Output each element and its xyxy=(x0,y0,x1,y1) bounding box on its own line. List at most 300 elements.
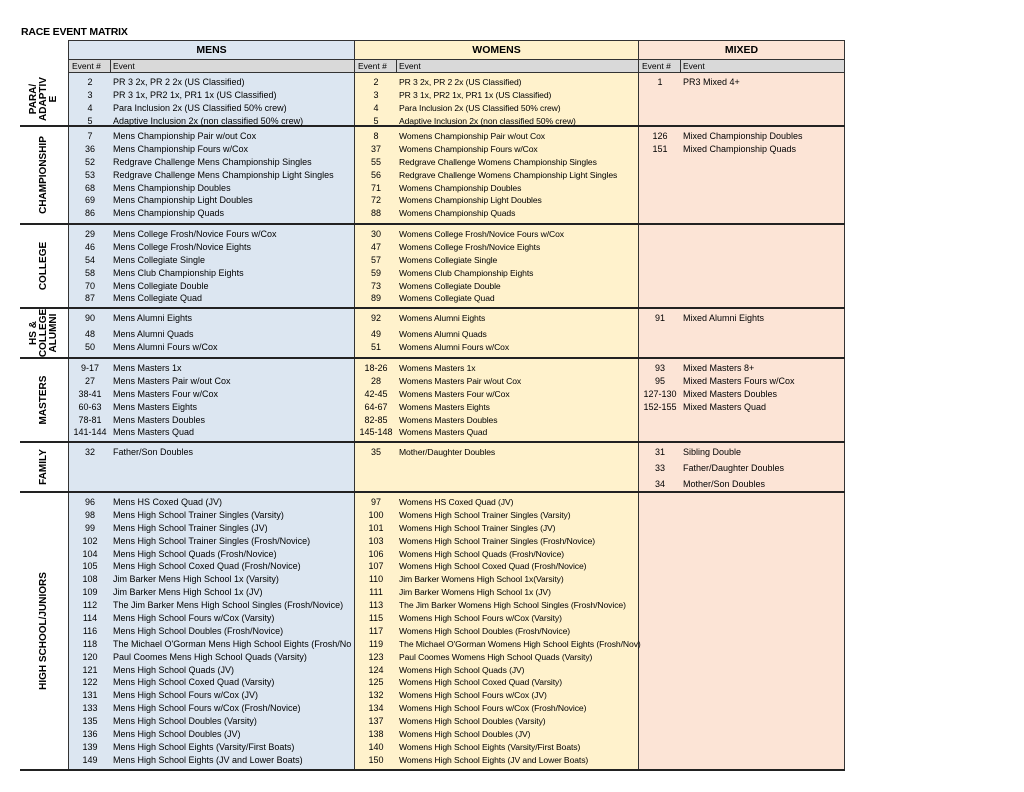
event-name: Womens High School Trainer Singles (JV) xyxy=(399,522,556,533)
event-number: 139 xyxy=(82,741,98,752)
event-number: 125 xyxy=(368,677,384,688)
event-row xyxy=(69,280,354,293)
section-championship xyxy=(20,127,845,225)
event-row xyxy=(355,169,638,182)
event-row xyxy=(355,362,638,375)
event-number-header: Event # xyxy=(69,60,111,72)
event-number: 56 xyxy=(370,169,381,180)
section-label xyxy=(20,359,68,441)
event-number: 105 xyxy=(82,561,98,572)
event-name: Womens High School Quads (JV) xyxy=(399,664,525,675)
mens-events xyxy=(68,493,355,769)
event-row xyxy=(69,89,354,102)
event-name: Mens Alumni Fours w/Cox xyxy=(113,341,218,352)
event-name: Mixed Championship Quads xyxy=(683,143,797,154)
mens-events xyxy=(68,225,355,307)
event-row xyxy=(355,702,638,715)
event-row xyxy=(355,728,638,741)
event-row xyxy=(69,560,354,573)
event-name: Mens Collegiate Double xyxy=(113,280,209,291)
event-name-header: Event xyxy=(683,61,705,71)
event-row xyxy=(639,76,844,89)
mens-header: MENS xyxy=(68,40,355,60)
event-name: Womens Alumni Quads xyxy=(399,328,487,339)
event-name: Womens Masters Eights xyxy=(399,401,490,412)
event-name: Mixed Masters Fours w/Cox xyxy=(683,375,795,386)
event-number: 108 xyxy=(82,574,98,585)
event-name: PR 3 2x, PR 2 2x (US Classified) xyxy=(113,77,245,87)
event-row xyxy=(355,496,638,509)
event-number: 98 xyxy=(84,509,95,520)
event-number: 9-17 xyxy=(80,363,99,373)
event-name: Mixed Championship Doubles xyxy=(683,131,803,141)
event-row xyxy=(69,228,354,241)
event-name: Mens High School Coxed Quad (Varsity) xyxy=(113,677,275,688)
event-name: Womens High School Fours w/Cox (Frosh/Novice) xyxy=(399,703,587,714)
event-number: 141-144 xyxy=(73,427,107,438)
event-row xyxy=(69,414,354,427)
event-number: 116 xyxy=(82,625,98,636)
event-name: Redgrave Challenge Womens Championship Light Singles xyxy=(399,169,618,180)
event-name: Mixed Masters Doubles xyxy=(683,388,778,399)
event-number: 33 xyxy=(654,462,665,473)
event-number: 46 xyxy=(84,241,95,252)
event-name: Mixed Masters Quad xyxy=(683,401,767,412)
event-number: 49 xyxy=(370,328,381,339)
womens-events xyxy=(355,127,639,223)
event-number-header: Event # xyxy=(355,60,397,72)
event-name: Mens Masters Eights xyxy=(113,401,198,412)
event-number: 113 xyxy=(368,600,384,611)
event-name: Jim Barker Mens High School 1x (Varsity) xyxy=(113,574,279,585)
event-name: Womens Club Championship Eights xyxy=(399,267,534,278)
event-name: Womens High School Trainer Singles (Frosh/Novice) xyxy=(399,535,596,546)
event-number: 2 xyxy=(87,77,93,87)
event-name: Father/Son Doubles xyxy=(113,447,194,457)
event-number: 3 xyxy=(373,89,379,100)
event-number: 18-26 xyxy=(364,363,388,373)
event-row xyxy=(639,375,844,388)
event-name-header: Event xyxy=(113,61,135,71)
event-name: Womens High School Trainer Singles (Varsity) xyxy=(399,509,571,520)
section-college xyxy=(20,225,845,309)
event-number: 122 xyxy=(82,677,98,688)
event-number: 117 xyxy=(368,625,384,636)
event-number: 103 xyxy=(368,535,384,546)
event-row xyxy=(639,388,844,401)
event-row xyxy=(69,496,354,509)
event-row xyxy=(69,625,354,638)
column-header-row xyxy=(20,60,845,73)
event-number: 92 xyxy=(370,313,381,323)
event-row xyxy=(69,169,354,182)
event-number: 89 xyxy=(370,293,381,304)
event-name: Womens College Frosh/Novice Eights xyxy=(399,241,541,252)
event-name: The Jim Barker Womens High School Singles (Frosh/Novice) xyxy=(399,600,626,611)
event-name: Adaptive Inclusion 2x (non classified 50% crew) xyxy=(399,115,576,126)
event-name: Mens Championship Pair w/out Cox xyxy=(113,131,257,141)
event-number: 124 xyxy=(368,664,384,675)
event-row xyxy=(355,194,638,207)
event-number: 97 xyxy=(370,497,381,507)
event-name: Mens College Frosh/Novice Fours w/Cox xyxy=(113,229,277,239)
event-row xyxy=(355,267,638,280)
event-number: 38-41 xyxy=(78,388,102,399)
event-name: Mens High School Quads (Frosh/Novice) xyxy=(113,548,277,559)
event-name: Mens High School Quads (JV) xyxy=(113,664,235,675)
event-row xyxy=(639,401,844,414)
event-row xyxy=(69,586,354,599)
event-name: Redgrave Challenge Womens Championship Singles xyxy=(399,156,597,167)
event-name: Mother/Daughter Doubles xyxy=(399,447,496,457)
event-row xyxy=(355,560,638,573)
section-label-line: HIGH SCHOOL/JUNIORS xyxy=(38,572,49,690)
event-name: Mens Championship Quads xyxy=(113,208,225,219)
event-number: 121 xyxy=(82,664,98,675)
event-number: 88 xyxy=(370,208,381,219)
event-name: Mens High School Doubles (Varsity) xyxy=(113,716,257,727)
event-row xyxy=(639,462,844,475)
event-row xyxy=(355,586,638,599)
event-number: 93 xyxy=(654,363,665,373)
event-name: The Jim Barker Mens High School Singles (Frosh/Novice) xyxy=(113,600,344,611)
event-number: 28 xyxy=(370,375,381,386)
event-number: 96 xyxy=(84,497,95,507)
event-row xyxy=(69,254,354,267)
mixed-events xyxy=(639,309,845,357)
event-row xyxy=(69,401,354,414)
event-number: 4 xyxy=(87,102,93,113)
mixed-events xyxy=(639,73,845,125)
event-row xyxy=(355,414,638,427)
event-row xyxy=(355,638,641,651)
event-row xyxy=(69,267,354,280)
event-row xyxy=(355,689,638,702)
event-name: Mother/Son Doubles xyxy=(683,478,766,489)
event-number: 30 xyxy=(370,229,381,239)
event-number: 152-155 xyxy=(643,401,677,412)
event-number: 54 xyxy=(84,254,95,265)
event-row xyxy=(355,509,638,522)
womens-events xyxy=(355,73,639,125)
event-number: 91 xyxy=(654,313,665,323)
event-name: The Michael O'Gorman Mens High School Eights (Frosh/No xyxy=(113,638,352,649)
event-row xyxy=(355,156,638,169)
event-number: 120 xyxy=(82,651,98,662)
event-name: Redgrave Challenge Mens Championship Singles xyxy=(113,156,312,167)
event-row xyxy=(355,254,638,267)
event-number: 78-81 xyxy=(78,414,102,425)
section-label-line: CHAMPIONSHIP xyxy=(38,136,49,214)
event-row xyxy=(69,426,354,439)
event-number: 123 xyxy=(368,651,384,662)
mens-subheader xyxy=(68,60,355,73)
event-number: 42-45 xyxy=(364,388,388,399)
section-label-line: PARA/ xyxy=(28,83,39,115)
event-number: 34 xyxy=(654,478,665,489)
event-row xyxy=(355,535,638,548)
event-name: Mens Masters Four w/Cox xyxy=(113,388,219,399)
event-number: 60-63 xyxy=(78,401,102,412)
event-row xyxy=(355,401,638,414)
page-title: RACE EVENT MATRIX xyxy=(21,26,128,38)
mens-events xyxy=(68,127,355,223)
event-row xyxy=(355,651,638,664)
event-number: 7 xyxy=(87,131,93,141)
mixed-subheader xyxy=(639,60,845,73)
event-row xyxy=(69,509,354,522)
event-name: PR 3 2x, PR 2 2x (US Classified) xyxy=(399,77,522,87)
event-row xyxy=(355,573,638,586)
event-number: 99 xyxy=(84,522,95,533)
event-name: Womens High School Doubles (Frosh/Novice) xyxy=(399,625,571,636)
event-number: 95 xyxy=(654,375,665,386)
event-number: 135 xyxy=(82,716,98,727)
event-name: Mens High School Eights (JV and Lower Boats) xyxy=(113,754,303,765)
event-row xyxy=(69,207,354,220)
event-row xyxy=(639,446,844,459)
section-label-text xyxy=(39,136,49,214)
event-number: 72 xyxy=(370,195,381,206)
event-name: Womens High School Fours w/Cox (Varsity) xyxy=(399,613,562,624)
event-row xyxy=(69,194,354,207)
section-label-text xyxy=(29,309,59,357)
event-row xyxy=(69,76,354,89)
event-name: Mens HS Coxed Quad (JV) xyxy=(113,497,223,507)
event-row xyxy=(69,573,354,586)
event-number: 71 xyxy=(370,182,381,193)
event-row xyxy=(355,130,638,143)
event-row xyxy=(355,599,638,612)
event-row xyxy=(69,651,354,664)
event-number: 52 xyxy=(84,156,95,167)
section-label xyxy=(20,493,68,769)
event-row xyxy=(69,522,354,535)
event-row xyxy=(69,664,354,677)
womens-events xyxy=(355,443,639,491)
mens-events xyxy=(68,443,355,491)
section-label-line: MASTERS xyxy=(38,375,49,425)
event-name: Womens High School Eights (Varsity/First Boats) xyxy=(399,741,581,752)
event-number: 5 xyxy=(373,115,379,126)
event-name: Womens High School Eights (JV and Lower Boats) xyxy=(399,754,589,765)
event-name: Mixed Masters 8+ xyxy=(683,363,755,373)
section-para-adaptiv-e xyxy=(20,73,845,127)
event-number: 82-85 xyxy=(364,414,388,425)
section-label xyxy=(20,225,68,307)
event-number: 118 xyxy=(82,638,98,649)
header-spacer xyxy=(20,40,68,60)
event-name: Womens College Frosh/Novice Fours w/Cox xyxy=(399,229,565,239)
event-number: 51 xyxy=(370,341,381,352)
event-row xyxy=(69,312,354,325)
event-name: Sibling Double xyxy=(683,447,742,457)
event-number: 53 xyxy=(84,169,95,180)
event-name: Mens Masters Doubles xyxy=(113,414,206,425)
event-number: 106 xyxy=(368,548,384,559)
event-row xyxy=(355,312,638,325)
event-name: Mens Alumni Quads xyxy=(113,328,194,339)
event-name: Womens Championship Pair w/out Cox xyxy=(399,131,545,141)
event-row xyxy=(355,522,638,535)
event-name: Womens High School Doubles (Varsity) xyxy=(399,716,546,727)
event-number: 37 xyxy=(370,143,381,154)
event-name: Womens HS Coxed Quad (JV) xyxy=(399,497,514,507)
event-number: 104 xyxy=(82,548,98,559)
event-row xyxy=(69,715,354,728)
event-number: 48 xyxy=(84,328,95,339)
event-number: 110 xyxy=(368,574,384,585)
event-name: Mens High School Fours w/Cox (Frosh/Novice) xyxy=(113,703,301,714)
event-row xyxy=(69,102,354,115)
event-number: 101 xyxy=(368,522,384,533)
event-number: 58 xyxy=(84,267,95,278)
event-number: 31 xyxy=(654,447,665,457)
section-label xyxy=(20,73,68,125)
event-row xyxy=(69,754,354,767)
event-row xyxy=(69,689,354,702)
section-label-text xyxy=(39,242,49,290)
event-number: 131 xyxy=(82,690,98,701)
event-row xyxy=(355,115,638,128)
event-row xyxy=(69,388,354,401)
mixed-events xyxy=(639,359,845,441)
event-row xyxy=(69,182,354,195)
event-row xyxy=(355,375,638,388)
event-name: Mens Championship Light Doubles xyxy=(113,195,253,206)
event-number: 68 xyxy=(84,182,95,193)
event-name: Womens Masters Quad xyxy=(399,427,488,438)
event-row xyxy=(355,328,638,341)
event-row xyxy=(355,102,638,115)
event-name: Mens Championship Fours w/Cox xyxy=(113,143,249,154)
event-row xyxy=(69,375,354,388)
event-row xyxy=(355,446,638,459)
mens-events xyxy=(68,309,355,357)
event-number: 57 xyxy=(370,254,381,265)
event-name: Mens High School Fours w/Cox (Varsity) xyxy=(113,613,275,624)
section-high-school-juniors xyxy=(20,493,845,771)
event-number: 100 xyxy=(368,509,384,520)
event-row xyxy=(639,143,844,156)
event-number: 55 xyxy=(370,156,381,167)
event-number: 107 xyxy=(368,561,384,572)
event-number: 3 xyxy=(87,89,93,100)
mixed-events xyxy=(639,225,845,307)
event-row xyxy=(69,741,354,754)
event-row xyxy=(355,89,638,102)
event-number: 35 xyxy=(370,447,381,457)
event-number: 4 xyxy=(373,102,379,113)
mens-events xyxy=(68,359,355,441)
event-number: 150 xyxy=(368,754,384,765)
event-name: Jim Barker Mens High School 1x (JV) xyxy=(113,587,263,598)
event-row xyxy=(355,754,638,767)
section-label-line: COLLEGE xyxy=(38,308,49,358)
event-number: 59 xyxy=(370,267,381,278)
womens-subheader xyxy=(355,60,639,73)
event-name: Paul Coomes Mens High School Quads (Varsity) xyxy=(113,651,307,662)
event-name: Mens Masters Quad xyxy=(113,427,195,438)
event-name: Para Inclusion 2x (US Classified 50% crew) xyxy=(399,102,561,113)
event-row xyxy=(69,446,354,459)
event-number: 133 xyxy=(82,703,98,714)
event-name: PR3 Mixed 4+ xyxy=(683,77,740,87)
womens-events xyxy=(355,309,639,357)
event-name: Womens Collegiate Double xyxy=(399,280,501,291)
womens-events xyxy=(355,225,639,307)
event-row xyxy=(355,426,638,439)
section-masters xyxy=(20,359,845,443)
event-number: 2 xyxy=(373,77,379,87)
event-row xyxy=(355,292,638,305)
event-row xyxy=(355,241,638,254)
event-name: Womens Masters Doubles xyxy=(399,414,498,425)
event-name: Mens High School Fours w/Cox (JV) xyxy=(113,690,259,701)
event-row xyxy=(355,388,638,401)
event-name: Mens Alumni Eights xyxy=(113,313,193,323)
event-number: 29 xyxy=(84,229,95,239)
event-row xyxy=(69,728,354,741)
event-number: 90 xyxy=(84,313,95,323)
event-number: 64-67 xyxy=(364,401,388,412)
event-number: 151 xyxy=(652,143,668,154)
event-row xyxy=(69,143,354,156)
event-name: Jim Barker Womens High School 1x(Varsity) xyxy=(399,574,564,585)
section-label-text xyxy=(39,376,49,425)
event-name: Mens Championship Doubles xyxy=(113,182,231,193)
event-number: 36 xyxy=(84,143,95,154)
event-row xyxy=(639,312,844,325)
event-number: 109 xyxy=(82,587,98,598)
event-number: 126 xyxy=(652,131,668,141)
event-number: 5 xyxy=(87,115,93,126)
section-label-line: FAMILY xyxy=(38,449,49,485)
event-row xyxy=(639,362,844,375)
womens-events xyxy=(355,493,639,769)
event-number: 32 xyxy=(84,447,95,457)
event-name: Redgrave Challenge Mens Championship Light Singles xyxy=(113,169,334,180)
event-name: Womens Championship Doubles xyxy=(399,182,522,193)
sections-container xyxy=(20,73,845,771)
event-row xyxy=(69,292,354,305)
event-row xyxy=(69,341,354,354)
event-name: Father/Daughter Doubles xyxy=(683,462,785,473)
section-label-text xyxy=(29,77,59,121)
event-row xyxy=(355,612,638,625)
event-number: 115 xyxy=(368,613,384,624)
event-name: Mens High School Trainer Singles (Varsity) xyxy=(113,509,284,520)
event-name: Para Inclusion 2x (US Classified 50% crew) xyxy=(113,102,287,113)
section-family xyxy=(20,443,845,493)
event-number: 137 xyxy=(368,716,384,727)
section-label-line: ALUMNI xyxy=(48,313,59,353)
event-number: 140 xyxy=(368,741,384,752)
event-row xyxy=(69,702,354,715)
section-label-line: E xyxy=(48,95,59,103)
section-label-text xyxy=(39,572,49,690)
event-name: Jim Barker Womens High School 1x (JV) xyxy=(399,587,551,598)
event-row xyxy=(69,599,354,612)
race-event-matrix xyxy=(20,40,845,771)
event-name: PR 3 1x, PR2 1x, PR1 1x (US Classified) xyxy=(113,89,277,100)
event-name: Paul Coomes Womens High School Quads (Varsity) xyxy=(399,651,593,662)
event-number: 87 xyxy=(84,293,95,304)
event-number: 27 xyxy=(84,375,95,386)
event-row xyxy=(69,130,354,143)
event-name: Womens Masters Four w/Cox xyxy=(399,388,510,399)
event-name: Mens College Frosh/Novice Eights xyxy=(113,241,252,252)
